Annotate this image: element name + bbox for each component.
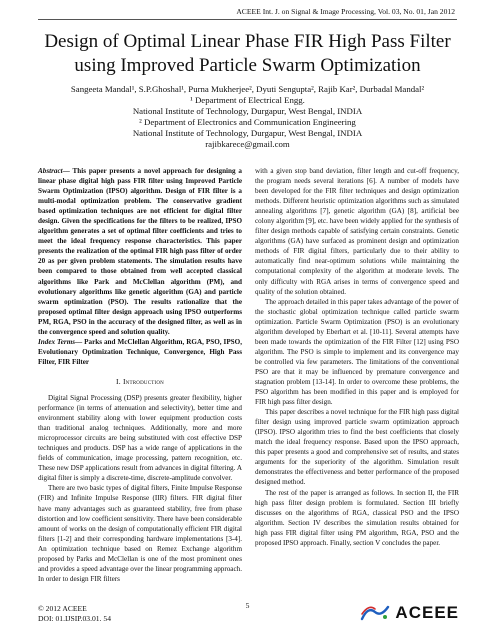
intro-paragraph-6: The rest of the paper is arranged as follows. In section II, the FIR high pass filter design problem is formulated. Section III briefly discusses on the algorithms of RGA, classical PSO and the IPSO algorithm. Section IV describes the simulation results obtained for high pass FIR digital filter using PM algorithm, RGA, PSO and the proposed IPSO approach. Finally, section V concludes the paper. <box>255 488 459 547</box>
affiliation-2-inst: National Institute of Technology, Durgapur, West Bengal, INDIA <box>132 128 363 138</box>
abstract-text: — This paper presents a novel approach for designing a linear phase digital high pass FIR filter using Improved Particle Swarm Optimization (IPSO) algorithm. Design of FIR filter is a multi-modal optimization problem. The conservative gradient based optimization techniques are not efficient for digital filter design. Given the specifications for the filters to be realized, IPSO algorithm generates a set of optimal filter coefficients and tries to meet the ideal frequency response characteristics. This paper presents the realization of the optimal FIR high pass filter of order 20 as per given problem statements. The simulation results have been compared to those obtained from well accepted classical algorithms like Park and McClellan algorithm (PM), and evolutionary algorithms like genetic algorithm (GA) and particle swarm optimization (PSO). The results rationalize that the proposed optimal filter design approach using IPSO outperforms PM, RGA, PSO in the accuracy of the designed filter, as well as in the convergence speed and solution quality. <box>38 167 242 336</box>
copyright: © 2012 ACEEE <box>38 604 87 613</box>
aceee-logo <box>360 603 459 623</box>
page-number: 5 <box>245 601 250 610</box>
section-title: Introduction <box>122 376 164 386</box>
header-rule <box>38 19 457 20</box>
title-line-2: using Improved Particle Swarm Optimization <box>74 55 421 76</box>
index-terms-label: Index Terms <box>38 337 76 346</box>
right-column <box>255 166 459 548</box>
left-column <box>38 166 242 584</box>
aceee-logo-icon <box>360 605 390 621</box>
author-email: rajibkarece@gmail.com <box>205 139 290 149</box>
intro-paragraph-1: Digital Signal Processing (DSP) presents greater flexibility, higher performance (in terms of attenuation and selectivity), better time and environment stability along with lower equipment production costs than traditional analog techniques. Additionally, more and more microprocessor circuits are being substituted with cost effective DSP techniques and products. DSP has a wide range of applications in the fields of communication, image processing, pattern recognition, etc. These new DSP applications result from advances in digital filtering. A digital filter is simply a discrete-time, discrete-amplitude convolver. <box>38 393 242 483</box>
section-number: I. <box>116 376 121 386</box>
intro-paragraph-5: This paper describes a novel technique for the FIR high pass digital filter design using improved particle swarm optimization approach (IPSO). IPSO algorithm tries to find the best coefficients that closely match the ideal frequency response. Based upon the IPSO approach, this paper presents a good and comprehensive set of results, and states arguments for the superiority of the algorithm. Simulation result demonstrates the effectiveness and better performance of the proposed designed method. <box>255 408 459 487</box>
title-line-1: Design of Optimal Linear Phase FIR High Pass Filter <box>44 31 451 52</box>
aceee-logo-text: ACEEE <box>395 603 459 622</box>
index-terms <box>38 337 242 367</box>
intro-paragraph-2: There are two basic types of digital filters, Finite Impulse Response (FIR) and Infinite Impulse Response (IIR) filters. FIR digital filter have many advantages such as guaranteed stability, free from phase distortion and low coefficient sensitivity. There have been considerable amount of works on the design of computationally efficient FIR digital filters [1-2] and their corresponding hardware implementations [3-4]. An optimization technique based on Remez Exchange algorithm proposed by Parks and McClellan is one of the most prominent ones and provides a speed advantage over the linear programming approach. In order to design FIR filters <box>38 484 242 583</box>
doi: DOI: 01.IJSIP.03.01. 54 <box>38 614 111 623</box>
paper-title <box>20 30 475 78</box>
abstract <box>38 166 242 337</box>
affiliation-1-inst: National Institute of Technology, Durgapur, West Bengal, INDIA <box>132 106 363 116</box>
index-terms-text: — Parks and McClellan Algorithm, RGA, PSO, IPSO, Evolutionary Optimization Technique, Convergence, High Pass Filter, FIR Filter <box>38 337 242 366</box>
journal-header: ACEEE Int. J. on Signal & Image Processing, Vol. 03, No. 01, Jan 2012 <box>236 7 455 16</box>
intro-paragraph-4: The approach detailed in this paper takes advantage of the power of the stochastic global optimization technique called particle swarm optimization. Particle Swarm Optimization (PSO) is an evolutionary algorithm developed by Eberhart et al. [10-11]. Several attempts have been made towards the optimization of the FIR Filter [12] using PSO algorithm. The PSO is simple to implement and its convergence may be controlled via few parameters. The limitations of the conventional PSO are that it may be influenced by premature convergence and stagnation problem [13-14]. In order to overcome these problems, the PSO algorithm has been modified in this paper and is employed for FIR high pass filter design. <box>255 297 459 407</box>
intro-paragraph-3: with a given stop band deviation, filter length and cut-off frequency, the program needs several iterations [6]. A number of models have been developed for the FIR filter techniques and design optimization methods. Different heuristic optimization algorithms such as simulated annealing algorithms [7], genetic algorithm (GA) [8], artificial bee colony algorithm [9], etc. have been widely applied for the synthesis of filter design methods capable of satisfying certain constraints. Genetic algorithms (GA) have surfaced as prominent design and optimization methods of FIR digital filters, particularly due to their ability to automatically find near-optimum solutions while maintaining the computational complexity of the algorithm at moderate levels. The only difficulty with RGA arises in terms of convergence speed and quality of the solution obtained. <box>255 167 459 296</box>
author-block <box>30 84 465 150</box>
section-heading-introduction <box>38 377 242 387</box>
affiliation-2-dept: ² Department of Electronics and Communication Engineering <box>139 117 356 127</box>
abstract-label: Abstract <box>38 167 63 175</box>
affiliation-1-dept: ¹ Department of Electrical Engg. <box>190 95 305 105</box>
author-list: Sangeeta Mandal¹, S.P.Ghoshal¹, Purna Mukherjee², Dyuti Sengupta², Rajib Kar², Durbadal Mandal² <box>70 84 425 94</box>
